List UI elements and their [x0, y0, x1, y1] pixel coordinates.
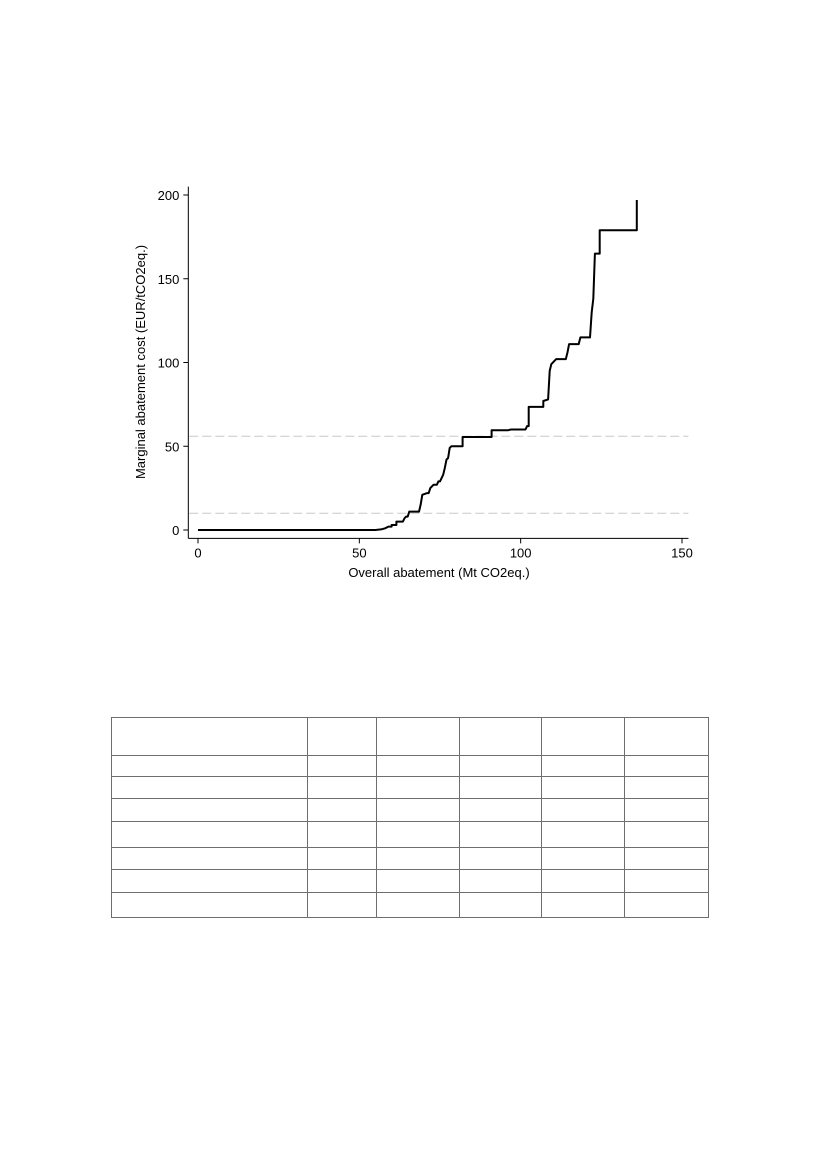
- table-cell: [625, 821, 709, 847]
- series-layer: [198, 200, 637, 530]
- table-cell: [377, 718, 460, 756]
- table-cell: [112, 799, 308, 822]
- x-axis-title: Overall abatement (Mt CO2eq.): [348, 565, 530, 580]
- table-cell: [377, 821, 460, 847]
- table-body: [112, 718, 709, 918]
- table-cell: [308, 718, 377, 756]
- table-cell: [542, 799, 625, 822]
- table-row: [112, 777, 709, 799]
- table-cell: [377, 892, 460, 917]
- table-row: [112, 869, 709, 892]
- table-cell: [625, 755, 709, 777]
- reference-lines: [189, 436, 688, 513]
- table-cell: [460, 777, 542, 799]
- table-cell: [460, 892, 542, 917]
- table-cell: [112, 821, 308, 847]
- table-cell: [308, 848, 377, 870]
- table-cell: [460, 821, 542, 847]
- table-cell: [308, 869, 377, 892]
- y-tick-label-100: 100: [157, 355, 180, 371]
- x-tick-label-50: 50: [352, 545, 367, 561]
- table-cell: [542, 892, 625, 917]
- table-row: [112, 799, 709, 822]
- x-tick-label-0: 0: [194, 545, 202, 561]
- table-cell: [460, 718, 542, 756]
- x-tick-label-150: 150: [671, 545, 693, 561]
- table-row: [112, 821, 709, 847]
- table-cell: [542, 869, 625, 892]
- table-cell: [112, 892, 308, 917]
- empty-table: [111, 717, 709, 918]
- table-cell: [112, 848, 308, 870]
- y-tick-label-50: 50: [164, 439, 180, 455]
- y-tick-label-150: 150: [157, 271, 180, 287]
- table-cell: [377, 869, 460, 892]
- table-cell: [625, 799, 709, 822]
- series-line-0: [198, 200, 637, 530]
- table-cell: [542, 718, 625, 756]
- table-cell: [377, 755, 460, 777]
- table-cell: [377, 777, 460, 799]
- table-row: [112, 848, 709, 870]
- y-axis-title: Marginal abatement cost (EUR/tCO2eq.): [133, 244, 148, 480]
- axes: [188, 187, 688, 539]
- table-row: [112, 718, 709, 756]
- table-cell: [112, 718, 308, 756]
- table-cell: [542, 755, 625, 777]
- table-cell: [112, 755, 308, 777]
- y-tick-label-200: 200: [157, 188, 180, 203]
- table-row: [112, 755, 709, 777]
- table-cell: [377, 848, 460, 870]
- table-cell: [308, 892, 377, 917]
- table-cell: [308, 755, 377, 777]
- table-cell: [542, 821, 625, 847]
- table-cell: [112, 869, 308, 892]
- table-cell: [112, 777, 308, 799]
- table-cell: [542, 777, 625, 799]
- table-cell: [625, 892, 709, 917]
- tick-marks: [158, 188, 693, 560]
- table-cell: [625, 777, 709, 799]
- table-cell: [460, 755, 542, 777]
- table-cell: [308, 821, 377, 847]
- table-cell: [460, 848, 542, 870]
- y-tick-label-0: 0: [172, 523, 180, 538]
- table-row: [112, 892, 709, 917]
- table-cell: [377, 799, 460, 822]
- table-cell: [308, 777, 377, 799]
- table-cell: [625, 869, 709, 892]
- table-cell: [308, 799, 377, 822]
- x-tick-label-100: 100: [509, 545, 532, 561]
- table-cell: [625, 848, 709, 870]
- table-cell: [542, 848, 625, 870]
- table-cell: [460, 869, 542, 892]
- table-cell: [460, 799, 542, 822]
- table-cell: [625, 718, 709, 756]
